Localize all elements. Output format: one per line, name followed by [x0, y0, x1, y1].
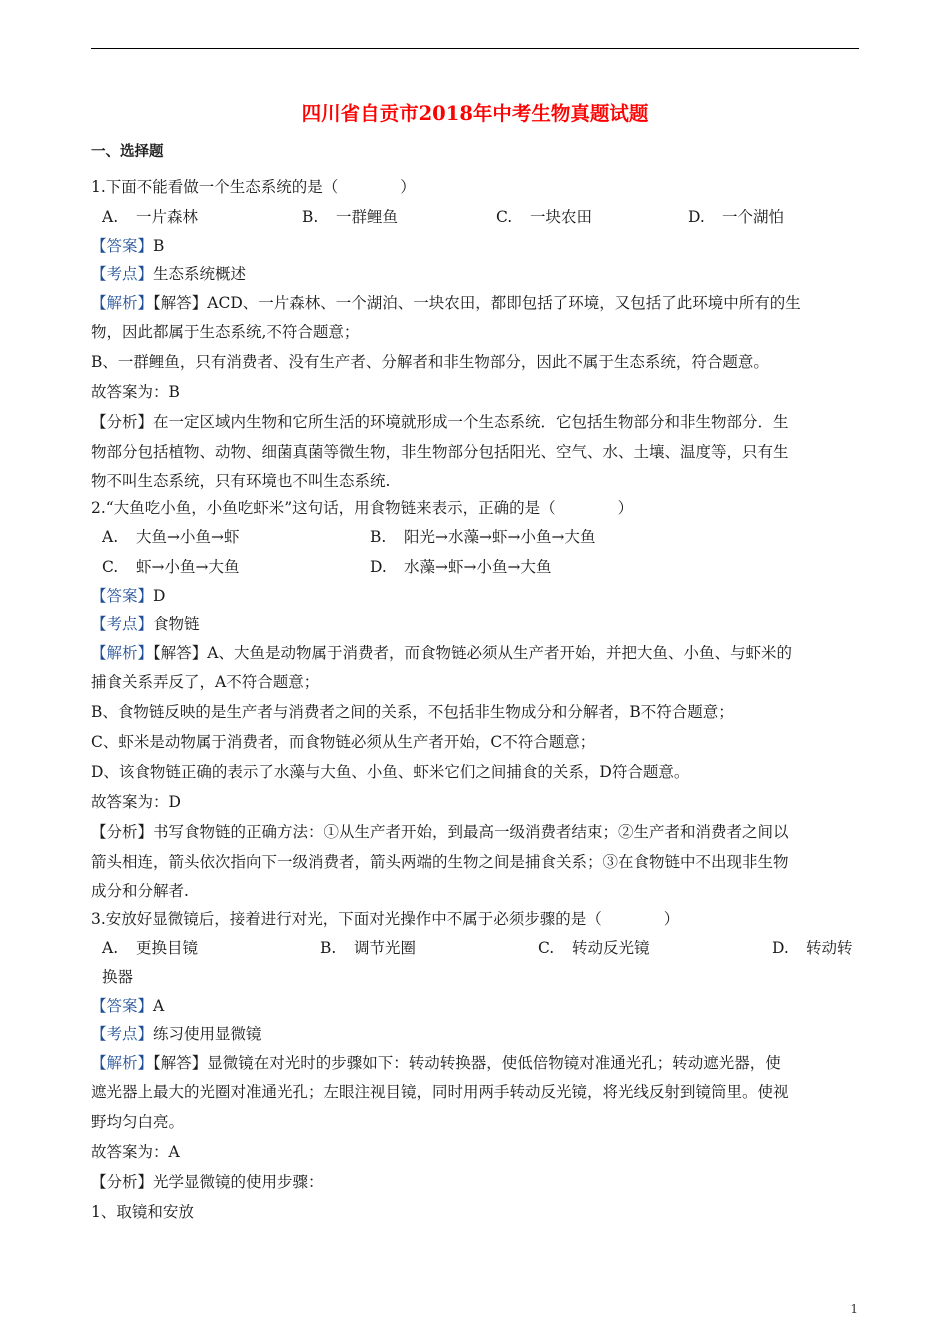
page-number: 1 [850, 1302, 858, 1316]
option-d: D. 水藻→虾→小鱼→大鱼 [370, 558, 552, 576]
question-2-analysis-line: 捕食关系弄反了，A不符合题意； [91, 673, 320, 691]
option-b: B. 调节光圈 [320, 939, 417, 957]
question-3-fenxi-line: 1、取镜和安放 [91, 1203, 194, 1221]
question-1-fenxi-line: 【分析】在一定区域内生物和它所生活的环境就形成一个生态系统．它包括生物部分和非生物部分．生 [91, 413, 789, 431]
question-1-topic: 【考点】生态系统概述 [91, 265, 247, 283]
question-3-topic: 【考点】练习使用显微镜 [91, 1025, 262, 1043]
option-c: C. 一块农田 [496, 208, 593, 226]
question-2-analysis-line: B、食物链反映的是生产者与消费者之间的关系，不包括非生物成分和分解者，B不符合题意； [91, 703, 734, 721]
question-2-options-row-1 [102, 526, 862, 548]
option-a: A. 一片森林 [102, 208, 199, 226]
question-1-options [102, 206, 862, 228]
question-2-fenxi-line: 箭头相连，箭头依次指向下一级消费者，箭头两端的生物之间是捕食关系；③在食物链中不出现非生物 [91, 853, 789, 871]
question-3-analysis-line: 【解析】【解答】显微镜在对光时的步骤如下：转动转换器，使低倍物镜对准通光孔；转动遮光器，使 [91, 1054, 781, 1072]
question-3-option-wrap: 换器 [102, 968, 134, 986]
question-2-options-row-2 [102, 556, 862, 578]
option-d: D. 转动转 [772, 939, 853, 957]
question-2-fenxi-line: 成分和分解者. [91, 882, 189, 900]
question-1-fenxi-line: 物部分包括植物、动物、细菌真菌等微生物，非生物部分包括阳光、空气、水、土壤、温度等，只有生 [91, 443, 789, 461]
question-2-answer: 【答案】D [91, 587, 166, 605]
option-a: A. 大鱼→小鱼→虾 [102, 528, 240, 546]
question-1-analysis-line: 故答案为：B [91, 383, 180, 401]
question-1-stem: 1.下面不能看做一个生态系统的是（ ） [91, 178, 416, 196]
question-3-analysis-line: 野均匀白亮。 [91, 1113, 185, 1131]
question-1-analysis-line: 物，因此都属于生态系统,不符合题意； [91, 323, 360, 341]
question-2-fenxi-line: 【分析】书写食物链的正确方法：①从生产者开始，到最高一级消费者结束；②生产者和消费者之间以 [91, 823, 789, 841]
question-2-topic: 【考点】食物链 [91, 615, 200, 633]
question-3-analysis-line: 遮光器上最大的光圈对准通光孔；左眼注视目镜，同时用两手转动反光镜，将光线反射到镜筒里。使视 [91, 1083, 789, 1101]
question-2-analysis-line: 【解析】【解答】A、大鱼是动物属于消费者，而食物链必须从生产者开始，并把大鱼、小鱼、与虾米的 [91, 644, 792, 662]
question-1-fenxi-line: 物不叫生态系统，只有环境也不叫生态系统. [91, 472, 391, 490]
section-heading: 一、选择题 [91, 144, 164, 160]
header-rule [91, 48, 859, 49]
option-c: C. 转动反光镜 [538, 939, 650, 957]
question-2-analysis-line: D、该食物链正确的表示了水藻与大鱼、小鱼、虾米它们之间捕食的关系，D符合题意。 [91, 763, 690, 781]
page-title: 四川省自贡市2018年中考生物真题试题 [301, 102, 649, 125]
question-2-analysis-line: 故答案为：D [91, 793, 181, 811]
option-b: B. 一群鲤鱼 [302, 208, 399, 226]
question-1-analysis-line: B、一群鲤鱼，只有消费者、没有生产者、分解者和非生物部分，因此不属于生态系统，符合题意。 [91, 353, 769, 371]
option-d: D. 一个湖怕 [688, 208, 785, 226]
option-a: A. 更换目镜 [102, 939, 199, 957]
option-c: C. 虾→小鱼→大鱼 [102, 558, 240, 576]
question-3-options [102, 937, 862, 959]
question-2-stem: 2.“大鱼吃小鱼，小鱼吃虾米”这句话，用食物链来表示，正确的是（ ） [91, 499, 634, 517]
question-1-analysis-line: 【解析】【解答】ACD、一片森林、一个湖泊、一块农田，都即包括了环境，又包括了此环境中所有的生 [91, 294, 801, 312]
question-3-fenxi-line: 【分析】光学显微镜的使用步骤： [91, 1173, 324, 1191]
question-3-stem: 3.安放好显微镜后，接着进行对光，下面对光操作中不属于必须步骤的是（ ） [91, 910, 680, 928]
question-2-analysis-line: C、虾米是动物属于消费者，而食物链必须从生产者开始，C不符合题意； [91, 733, 596, 751]
question-3-analysis-line: 故答案为：A [91, 1143, 180, 1161]
question-1-answer: 【答案】B [91, 237, 165, 255]
option-b: B. 阳光→水藻→虾→小鱼→大鱼 [370, 528, 596, 546]
question-3-answer: 【答案】A [91, 997, 165, 1015]
